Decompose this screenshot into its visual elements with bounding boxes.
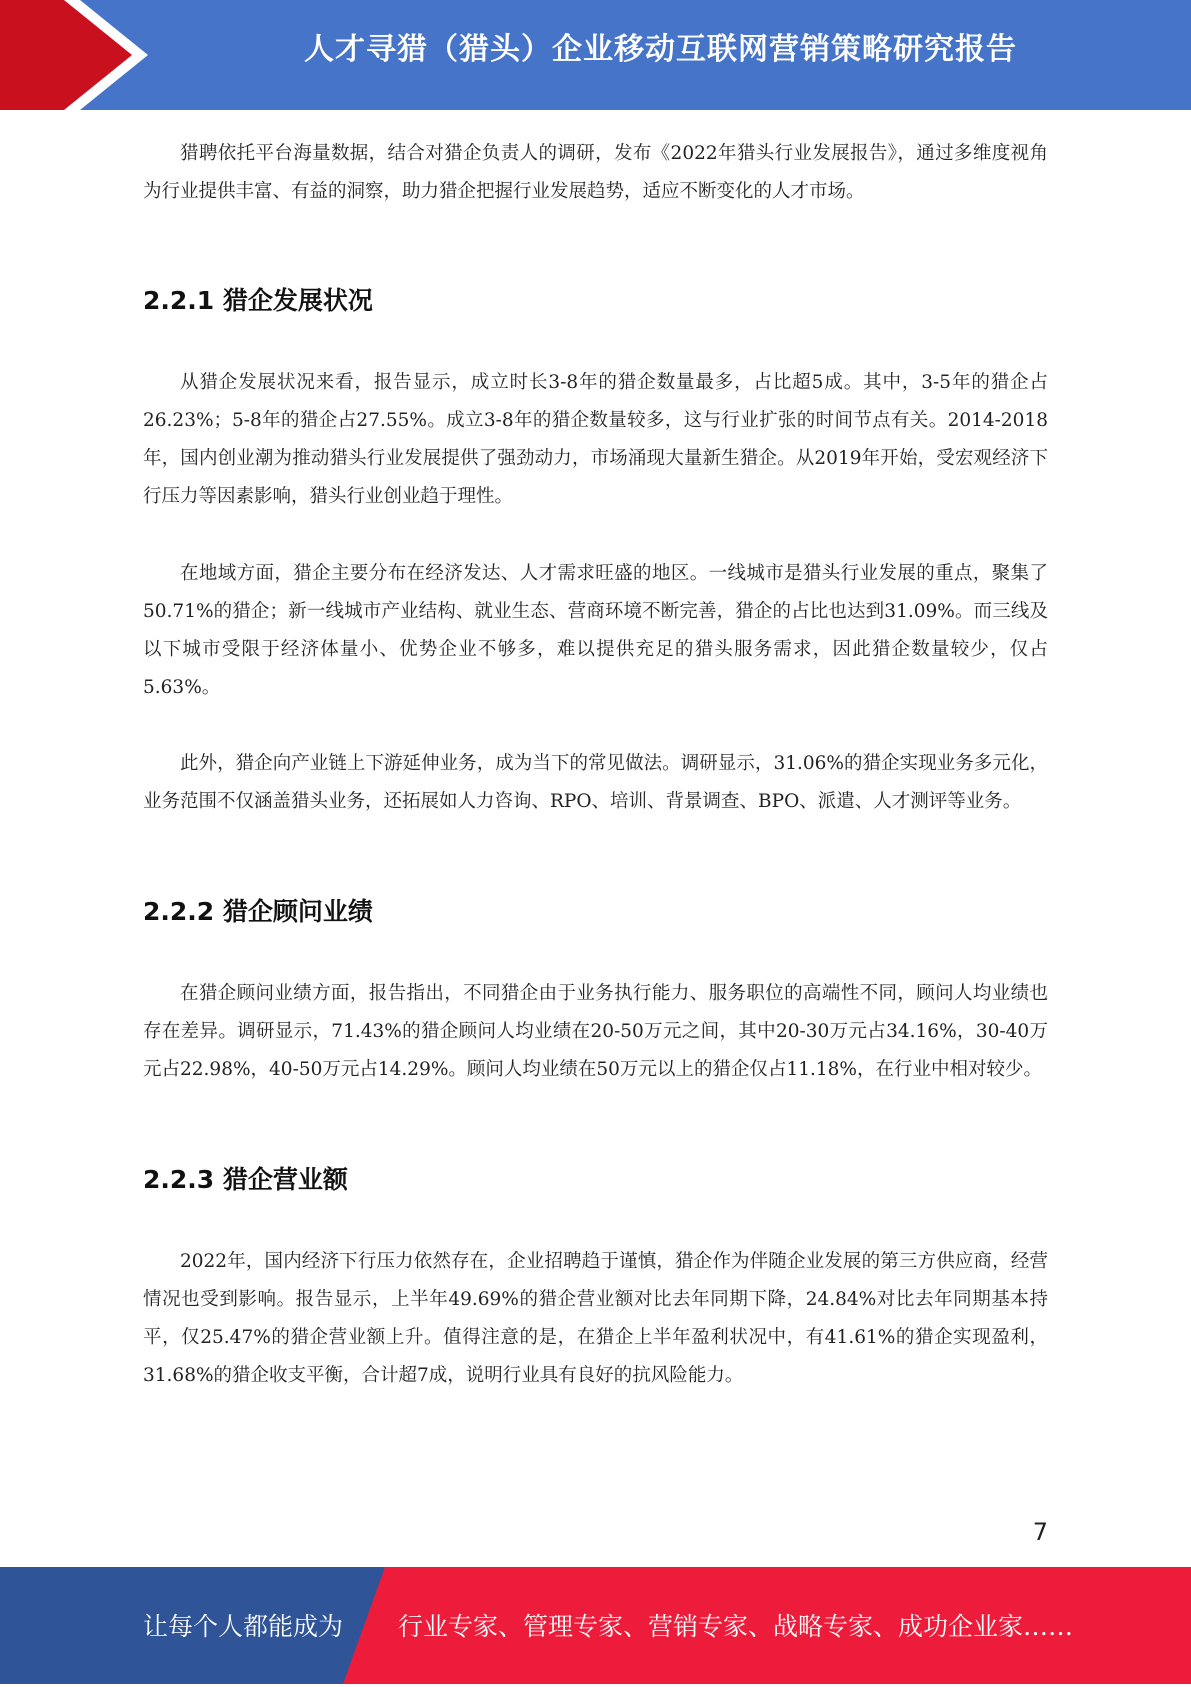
- intro-paragraph: 猎聘依托平台海量数据，结合对猎企负责人的调研，发布《2022年猎头行业发展报告》，通过多维度视角为行业提供丰富、有益的洞察，助力猎企把握行业发展趋势，适应不断变化的人才市场。: [143, 143, 1048, 202]
- section-2-2-3-paragraph-1: 2022年，国内经济下行压力依然存在，企业招聘趋于谨慎，猎企作为伴随企业发展的第三方供应商，经营情况也受到影响。报告显示，上半年49.69%的猎企营业额对比去年同期下降，24.84%对比去年同期基本持平，仅25.47%的猎企营业额上升。值得注意的是，在猎企上半年盈利状况中，有41.61%的猎企实现盈利，31.68%的猎企收支平衡，合计超7成，说明行业具有良好的抗风险能力。: [143, 1251, 1048, 1386]
- footer-slogan-left: 让每个人都能成为: [143, 1612, 344, 1641]
- header-banner: [0, 0, 1191, 110]
- footer-band: [0, 1567, 1191, 1684]
- footer-slogan-right: 行业专家、管理专家、营销专家、战略专家、成功企业家……: [398, 1612, 1074, 1641]
- section-2-2-2-paragraph-1: 在猎企顾问业绩方面，报告指出，不同猎企由于业务执行能力、服务职位的高端性不同，顾问人均业绩也存在差异。调研显示，71.43%的猎企顾问人均业绩在20-50万元之间，其中20-30万元占34.16%，30-40万元占22.98%，40-50万元占14.29%。顾问人均业绩在50万元以上的猎企仅占11.18%，在行业中相对较少。: [143, 983, 1048, 1080]
- chevron-arrow-decoration: [0, 0, 150, 110]
- section-2-2-1-paragraph-1: 从猎企发展状况来看，报告显示，成立时长3-8年的猎企数量最多，占比超5成。其中，3-5年的猎企占26.23%；5-8年的猎企占27.55%。成立3-8年的猎企数量较多，这与行业扩张的时间节点有关。2014-2018年，国内创业潮为推动猎头行业发展提供了强劲动力，市场涌现大量新生猎企。从2019年开始，受宏观经济下行压力等因素影响，猎头行业创业趋于理性。: [143, 372, 1048, 507]
- section-2-2-1-paragraph-2: 在地域方面，猎企主要分布在经济发达、人才需求旺盛的地区。一线城市是猎头行业发展的重点，聚集了50.71%的猎企；新一线城市产业结构、就业生态、营商环境不断完善，猎企的占比也达到31.09%。而三线及以下城市受限于经济体量小、优势企业不够多，难以提供充足的猎头服务需求，因此猎企数量较少，仅占5.63%。: [143, 563, 1048, 698]
- page-number: 7: [1032, 1518, 1048, 1546]
- section-heading-2-2-2: 2.2.2 猎企顾问业绩: [143, 897, 373, 926]
- section-heading-2-2-3: 2.2.3 猎企营业额: [143, 1165, 348, 1194]
- section-heading-2-2-1: 2.2.1 猎企发展状况: [143, 286, 373, 315]
- section-2-2-1-paragraph-3: 此外，猎企向产业链上下游延伸业务，成为当下的常见做法。调研显示，31.06%的猎企实现业务多元化，业务范围不仅涵盖猎头业务，还拓展如人力咨询、RPO、培训、背景调查、BPO、派遣、人才测评等业务。: [143, 753, 1048, 812]
- report-title: 人才寻猎（猎头）企业移动互联网营销策略研究报告: [304, 32, 1017, 67]
